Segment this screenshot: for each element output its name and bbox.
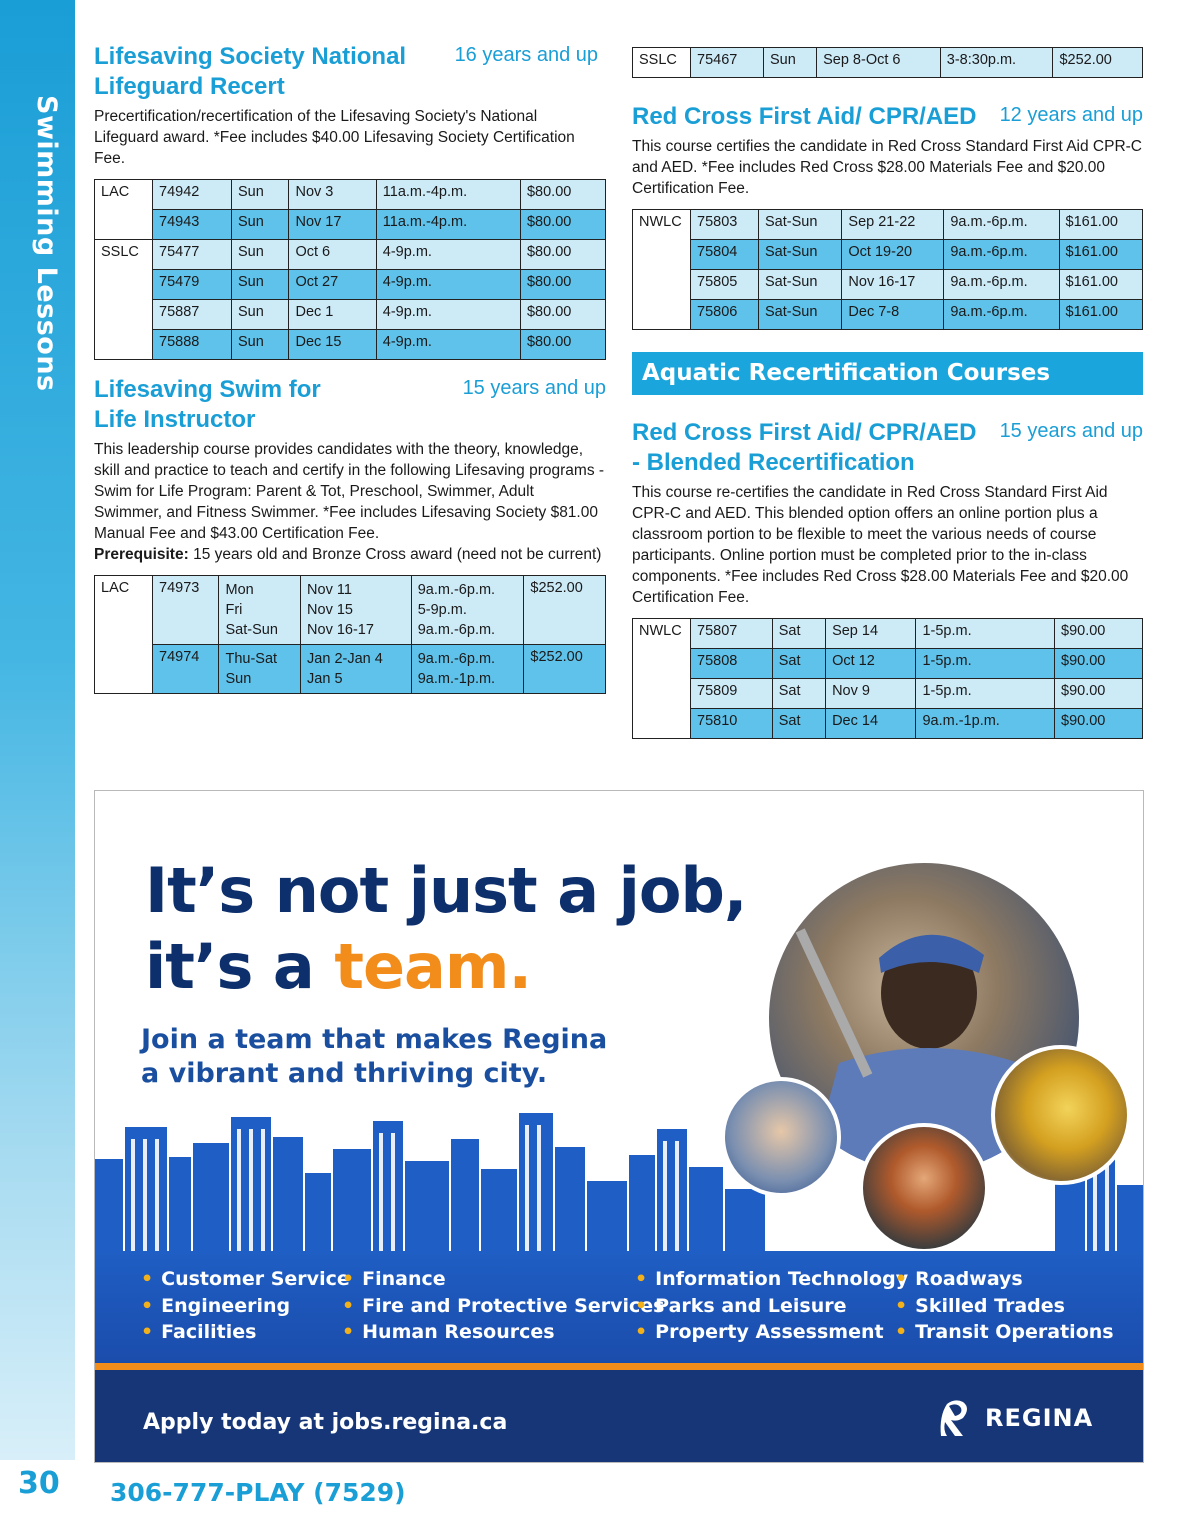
schedule-table (94, 179, 606, 360)
table-row (633, 48, 1143, 78)
table-row (95, 330, 606, 360)
section-banner: Aquatic Recertification Courses (632, 352, 1143, 395)
course-date: Nov 16-17 (842, 270, 944, 300)
course-fee: $90.00 (1055, 679, 1143, 709)
course-time: 4-9p.m. (376, 240, 520, 270)
course-date: Dec 7-8 (842, 300, 944, 330)
course-fee: $80.00 (520, 270, 605, 300)
job-item: • Roadways (895, 1266, 1114, 1293)
time-line: 9a.m.-6p.m. (417, 651, 496, 667)
job-item: • Fire and Protective Services (342, 1293, 664, 1320)
course-date (301, 576, 412, 645)
schedule-table (632, 47, 1143, 78)
regina-logo (933, 1396, 1093, 1440)
ad-footer-bar (95, 1370, 1144, 1463)
job-item: • Engineering (141, 1293, 350, 1320)
course-fee: $161.00 (1059, 210, 1142, 240)
course-blended-recert (632, 418, 1143, 739)
course-fee: $161.00 (1059, 300, 1142, 330)
course-day: Sun (231, 270, 288, 300)
prerequisite-label: Prerequisite: (94, 546, 189, 563)
course-code: 75467 (691, 48, 764, 78)
headline-team-word: team. (334, 930, 532, 1003)
table-row (95, 300, 606, 330)
course-description (94, 439, 606, 565)
date-line: Nov 16-17 (307, 622, 374, 638)
job-item: • Human Resources (342, 1319, 664, 1346)
course-fee: $80.00 (520, 300, 605, 330)
phone-number: 306-777-PLAY (7529) (110, 1478, 406, 1507)
time-line: 9a.m.-1p.m. (417, 671, 496, 687)
date-line: Nov 15 (307, 602, 353, 618)
course-swim-instructor (94, 375, 606, 694)
job-item: • Facilities (141, 1319, 350, 1346)
course-time: 9a.m.-6p.m. (944, 210, 1059, 240)
course-code: 75810 (691, 709, 773, 739)
date-line: Jan 2-Jan 4 (307, 651, 383, 667)
course-date: Sep 14 (826, 619, 916, 649)
table-row (95, 270, 606, 300)
job-list-col1 (141, 1266, 350, 1346)
course-code: 75888 (153, 330, 232, 360)
course-code: 75804 (691, 240, 759, 270)
job-list-col2 (342, 1266, 664, 1346)
table-row (633, 709, 1143, 739)
course-time: 1-5p.m. (916, 679, 1055, 709)
course-swim-instructor-continued (632, 37, 1143, 78)
course-time (411, 645, 524, 694)
table-row (95, 645, 606, 694)
prerequisite-text: 15 years old and Bronze Cross award (need not be current) (188, 546, 602, 563)
course-fee: $80.00 (520, 330, 605, 360)
schedule-table (94, 575, 606, 694)
course-code: 75809 (691, 679, 773, 709)
course-time: 1-5p.m. (916, 649, 1055, 679)
course-description: Precertification/recertification of the Lifesaving Society's National Lifeguard award. *Fee includes $40.00 Lifesaving Society Certification Fee. (94, 108, 575, 167)
date-line: Nov 11 (307, 582, 352, 598)
job-item: • Transit Operations (895, 1319, 1114, 1346)
date-line: Jan 5 (307, 671, 343, 687)
course-date: Nov 9 (826, 679, 916, 709)
course-day (219, 576, 301, 645)
course-description: This course re-certifies the candidate in Red Cross Standard First Aid CPR-C and AED. This blended option offers an online portion plus a classroom portion to be flexible to meet the various needs of course participants. Online portion must be completed prior to the in-class components. *Fee includes Red Cross $28.00 Materials Fee and $20.00 Certification Fee. (632, 484, 1129, 606)
headline-line2 (145, 929, 746, 1005)
headline-line2-a: it’s a (145, 930, 335, 1003)
course-fee: $252.00 (524, 645, 606, 694)
course-day: Sat (772, 679, 825, 709)
ad-subheadline (141, 1023, 607, 1091)
course-date: Oct 6 (289, 240, 376, 270)
course-date: Sep 8-Oct 6 (817, 48, 941, 78)
course-day: Sat (772, 709, 825, 739)
table-row (633, 210, 1143, 240)
location-cell: NWLC (633, 619, 691, 739)
course-time: 9a.m.-6p.m. (944, 300, 1059, 330)
table-row (633, 679, 1143, 709)
course-day: Sun (231, 330, 288, 360)
day-line: Sat-Sun (225, 622, 278, 638)
staff-photo-1 (721, 1077, 841, 1197)
course-title: Red Cross First Aid/ CPR/AED (632, 419, 977, 446)
course-time: 4-9p.m. (376, 270, 520, 300)
section-side-title: Swimming Lessons (31, 95, 62, 392)
course-time: 4-9p.m. (376, 300, 520, 330)
course-fee: $252.00 (524, 576, 606, 645)
course-fee: $252.00 (1053, 48, 1143, 78)
course-code: 75477 (153, 240, 232, 270)
course-code: 75887 (153, 300, 232, 330)
course-day: Sun (763, 48, 816, 78)
course-title: Red Cross First Aid/ CPR/AED (632, 103, 977, 130)
course-day: Sat (772, 619, 825, 649)
course-time: 3-8:30p.m. (940, 48, 1053, 78)
day-line: Thu-Sat (225, 651, 278, 667)
orange-divider (95, 1363, 1144, 1370)
course-date: Sep 21-22 (842, 210, 944, 240)
course-code: 75808 (691, 649, 773, 679)
course-day: Sun (231, 180, 288, 210)
day-line: Sun (225, 671, 252, 687)
course-day: Sat-Sun (759, 240, 842, 270)
course-fee: $161.00 (1059, 270, 1142, 300)
course-day: Sat-Sun (759, 270, 842, 300)
course-time: 11a.m.-4p.m. (376, 180, 520, 210)
course-fee: $80.00 (520, 240, 605, 270)
schedule-table (632, 618, 1143, 739)
location-cell: SSLC (633, 48, 691, 78)
course-time: 9a.m.-6p.m. (944, 240, 1059, 270)
course-day: Sun (231, 240, 288, 270)
course-time: 4-9p.m. (376, 330, 520, 360)
course-age: 16 years and up (454, 44, 598, 66)
table-row (95, 240, 606, 270)
day-line: Fri (225, 602, 243, 618)
day-line: Mon (225, 582, 254, 598)
course-date: Dec 1 (289, 300, 376, 330)
course-day: Sat (772, 649, 825, 679)
course-day: Sun (231, 300, 288, 330)
course-code: 75805 (691, 270, 759, 300)
course-lifeguard-recert (94, 42, 606, 360)
time-line: 5-9p.m. (417, 602, 467, 618)
course-date: Nov 17 (289, 210, 376, 240)
logo-wordmark: REGINA (985, 1404, 1094, 1432)
course-day: Sat-Sun (759, 300, 842, 330)
job-item: • Parks and Leisure (635, 1293, 908, 1320)
course-fee: $90.00 (1055, 619, 1143, 649)
course-day: Sun (231, 210, 288, 240)
course-date: Dec 15 (289, 330, 376, 360)
course-time: 9a.m.-1p.m. (916, 709, 1055, 739)
course-title: Lifesaving Swim for Life Instructor (94, 376, 321, 433)
course-date: Oct 12 (826, 649, 916, 679)
course-title-line2: - Blended Recertification (632, 449, 915, 476)
course-date: Oct 19-20 (842, 240, 944, 270)
course-date: Oct 27 (289, 270, 376, 300)
course-day: Sat-Sun (759, 210, 842, 240)
time-line: 9a.m.-6p.m. (417, 582, 496, 598)
course-code: 74942 (153, 180, 232, 210)
course-date: Dec 14 (826, 709, 916, 739)
course-time (411, 576, 524, 645)
apply-link[interactable]: Apply today at jobs.regina.ca (143, 1410, 508, 1435)
job-advertisement (94, 790, 1144, 1463)
course-code: 74973 (153, 576, 219, 645)
table-row (95, 210, 606, 240)
location-cell: LAC (95, 180, 153, 240)
location-cell: SSLC (95, 240, 153, 360)
course-fee: $80.00 (520, 210, 605, 240)
job-list-col4 (895, 1266, 1114, 1346)
course-fee: $161.00 (1059, 240, 1142, 270)
course-fee: $90.00 (1055, 649, 1143, 679)
course-code: 74943 (153, 210, 232, 240)
regina-r-logo-icon (933, 1396, 977, 1440)
course-time: 11a.m.-4p.m. (376, 210, 520, 240)
subheadline-line1: Join a team that makes Regina (141, 1024, 608, 1055)
description-text: This leadership course provides candidates with the theory, knowledge, skill and practice to teach and certify in the following Lifesaving programs - Swim for Life Program: Parent & Tot, Preschool, Swimmer, Adult Swimmer, and Fitness Swimmer. *Fee includes Lifesaving Society $81.00 Manual Fee and $43.00 Certification Fee. (94, 441, 605, 542)
table-row (95, 576, 606, 645)
job-item: • Skilled Trades (895, 1293, 1114, 1320)
course-time: 9a.m.-6p.m. (944, 270, 1059, 300)
course-fee: $80.00 (520, 180, 605, 210)
subheadline-line2: a vibrant and thriving city. (141, 1058, 548, 1089)
ad-blue-band (95, 1251, 1144, 1463)
table-row (633, 619, 1143, 649)
course-code: 75806 (691, 300, 759, 330)
course-first-aid (632, 102, 1143, 330)
course-code: 75807 (691, 619, 773, 649)
table-row (633, 270, 1143, 300)
location-cell: LAC (95, 576, 153, 694)
job-item: • Information Technology (635, 1266, 908, 1293)
page-number: 30 (18, 1466, 60, 1501)
course-age: 12 years and up (999, 104, 1143, 126)
course-description: This course certifies the candidate in Red Cross Standard First Aid CPR-C and AED. *Fee includes Red Cross $28.00 Materials Fee and $20.00 Certification Fee. (632, 138, 1142, 197)
course-age: 15 years and up (462, 377, 606, 399)
staff-photo-2 (859, 1123, 989, 1253)
course-date: Nov 3 (289, 180, 376, 210)
table-row (633, 300, 1143, 330)
course-age: 15 years and up (999, 420, 1143, 442)
ad-headline (145, 853, 746, 1005)
table-row (633, 649, 1143, 679)
time-line: 9a.m.-6p.m. (417, 622, 496, 638)
course-code: 74974 (153, 645, 219, 694)
job-list-col3 (635, 1266, 908, 1346)
course-time: 1-5p.m. (916, 619, 1055, 649)
firefighter-photo (991, 1045, 1131, 1185)
job-item: • Finance (342, 1266, 664, 1293)
schedule-table (632, 209, 1143, 330)
course-fee: $90.00 (1055, 709, 1143, 739)
location-cell: NWLC (633, 210, 691, 330)
job-item: • Property Assessment (635, 1319, 908, 1346)
course-day (219, 645, 301, 694)
course-date (301, 645, 412, 694)
course-code: 75479 (153, 270, 232, 300)
table-row (95, 180, 606, 210)
course-title: Lifesaving Society National Lifeguard Recert (94, 43, 407, 100)
job-item: • Customer Service (141, 1266, 350, 1293)
table-row (633, 240, 1143, 270)
headline-line1: It’s not just a job, (145, 854, 747, 927)
course-code: 75803 (691, 210, 759, 240)
